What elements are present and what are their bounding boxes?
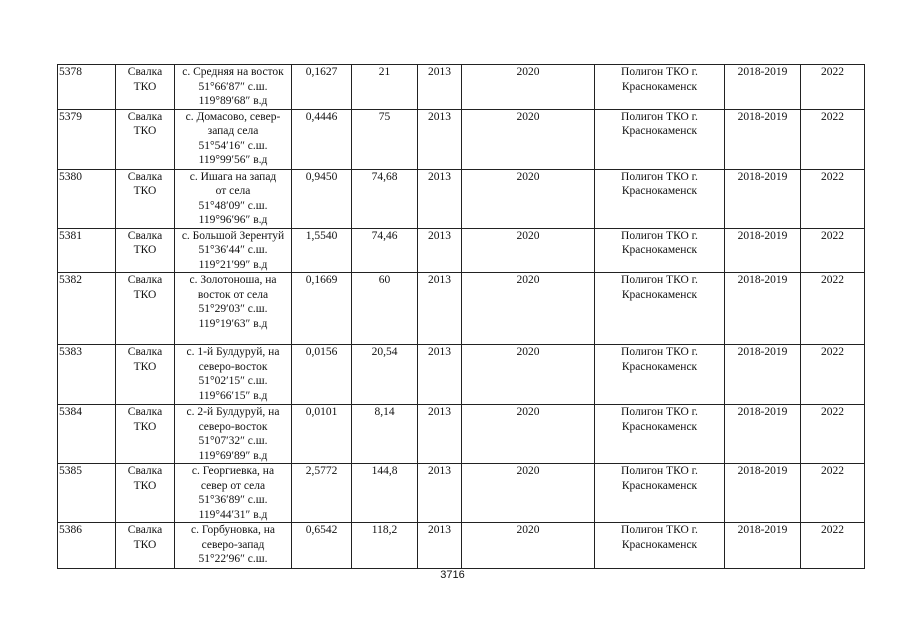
site-end-year: 2020: [462, 345, 595, 405]
site-volume: 144,8: [352, 464, 418, 523]
site-destination: Полигон ТКО г. Краснокаменск: [595, 273, 725, 345]
site-location: с. 2-й Булдуруй, на северо-восток 51°07′32″ с.ш. 119°69′89″ в.д: [175, 405, 292, 464]
site-area: 0,6542: [292, 523, 352, 569]
site-end-year: 2020: [462, 405, 595, 464]
site-destination: Полигон ТКО г. Краснокаменск: [595, 464, 725, 523]
table-row: [58, 523, 865, 569]
site-location: с. Ишага на запад от села 51°48′09″ с.ш. 119°96′96″ в.д: [175, 169, 292, 228]
table-row: [58, 405, 865, 464]
site-period: 2018-2019: [725, 228, 801, 273]
site-period: 2018-2019: [725, 169, 801, 228]
site-final-year: 2022: [801, 228, 865, 273]
site-year: 2013: [418, 345, 462, 405]
site-destination: Полигон ТКО г. Краснокаменск: [595, 405, 725, 464]
site-end-year: 2020: [462, 228, 595, 273]
site-year: 2013: [418, 228, 462, 273]
site-volume: 8,14: [352, 405, 418, 464]
site-area: 0,9450: [292, 169, 352, 228]
site-period: 2018-2019: [725, 405, 801, 464]
site-destination: Полигон ТКО г. Краснокаменск: [595, 169, 725, 228]
site-period: 2018-2019: [725, 345, 801, 405]
site-destination: Полигон ТКО г. Краснокаменск: [595, 228, 725, 273]
table-row: [58, 65, 865, 110]
site-period: 2018-2019: [725, 109, 801, 169]
site-type: Свалка ТКО: [116, 228, 175, 273]
site-type: Свалка ТКО: [116, 109, 175, 169]
site-type: Свалка ТКО: [116, 273, 175, 345]
site-end-year: 2020: [462, 464, 595, 523]
site-final-year: 2022: [801, 65, 865, 110]
site-final-year: 2022: [801, 405, 865, 464]
site-final-year: 2022: [801, 109, 865, 169]
site-volume: 20,54: [352, 345, 418, 405]
site-period: 2018-2019: [725, 523, 801, 569]
table-row: [58, 345, 865, 405]
table-row: [58, 228, 865, 273]
site-year: 2013: [418, 464, 462, 523]
site-end-year: 2020: [462, 65, 595, 110]
table-row: [58, 464, 865, 523]
site-id: 5381: [58, 228, 116, 273]
site-type: Свалка ТКО: [116, 405, 175, 464]
site-year: 2013: [418, 65, 462, 110]
site-id: 5380: [58, 169, 116, 228]
site-final-year: 2022: [801, 273, 865, 345]
site-location: с. Георгиевка, на север от села 51°36′89″ с.ш. 119°44′31″ в.д: [175, 464, 292, 523]
site-year: 2013: [418, 405, 462, 464]
site-id: 5378: [58, 65, 116, 110]
site-type: Свалка ТКО: [116, 523, 175, 569]
site-destination: Полигон ТКО г. Краснокаменск: [595, 345, 725, 405]
site-final-year: 2022: [801, 169, 865, 228]
site-volume: 118,2: [352, 523, 418, 569]
site-year: 2013: [418, 109, 462, 169]
site-area: 0,4446: [292, 109, 352, 169]
table-row: [58, 169, 865, 228]
site-volume: 21: [352, 65, 418, 110]
site-end-year: 2020: [462, 109, 595, 169]
site-period: 2018-2019: [725, 273, 801, 345]
site-end-year: 2020: [462, 523, 595, 569]
site-location: с. Большой Зерентуй 51°36′44″ с.ш. 119°21′99″ в.д: [175, 228, 292, 273]
site-area: 0,0156: [292, 345, 352, 405]
site-volume: 74,68: [352, 169, 418, 228]
site-id: 5383: [58, 345, 116, 405]
site-location: с. Золотоноша, на восток от села 51°29′03″ с.ш. 119°19′63″ в.д: [175, 273, 292, 345]
site-area: 2,5772: [292, 464, 352, 523]
site-type: Свалка ТКО: [116, 464, 175, 523]
site-destination: Полигон ТКО г. Краснокаменск: [595, 109, 725, 169]
site-destination: Полигон ТКО г. Краснокаменск: [595, 523, 725, 569]
site-id: 5385: [58, 464, 116, 523]
site-year: 2013: [418, 523, 462, 569]
site-volume: 60: [352, 273, 418, 345]
table-row: [58, 273, 865, 345]
site-destination: Полигон ТКО г. Краснокаменск: [595, 65, 725, 110]
site-location: с. 1-й Булдуруй, на северо-восток 51°02′15″ с.ш. 119°66′15″ в.д: [175, 345, 292, 405]
site-id: 5384: [58, 405, 116, 464]
site-location: с. Средняя на восток 51°66′87″ с.ш. 119°89′68″ в.д: [175, 65, 292, 110]
site-final-year: 2022: [801, 464, 865, 523]
site-period: 2018-2019: [725, 464, 801, 523]
site-location: с. Домасово, север- запад села 51°54′16″ с.ш. 119°99′56″ в.д: [175, 109, 292, 169]
site-type: Свалка ТКО: [116, 65, 175, 110]
site-volume: 75: [352, 109, 418, 169]
site-final-year: 2022: [801, 523, 865, 569]
site-year: 2013: [418, 169, 462, 228]
site-area: 0,1627: [292, 65, 352, 110]
site-area: 0,0101: [292, 405, 352, 464]
site-period: 2018-2019: [725, 65, 801, 110]
site-type: Свалка ТКО: [116, 169, 175, 228]
site-final-year: 2022: [801, 345, 865, 405]
site-id: 5386: [58, 523, 116, 569]
site-volume: 74,46: [352, 228, 418, 273]
site-year: 2013: [418, 273, 462, 345]
site-area: 0,1669: [292, 273, 352, 345]
table-row: [58, 109, 865, 169]
site-end-year: 2020: [462, 273, 595, 345]
site-id: 5379: [58, 109, 116, 169]
page-number: 3716: [440, 569, 465, 581]
site-area: 1,5540: [292, 228, 352, 273]
site-location: с. Горбуновка, на северо-запад 51°22′96″ с.ш.: [175, 523, 292, 569]
waste-sites-table: [57, 64, 865, 569]
site-type: Свалка ТКО: [116, 345, 175, 405]
site-id: 5382: [58, 273, 116, 345]
site-end-year: 2020: [462, 169, 595, 228]
